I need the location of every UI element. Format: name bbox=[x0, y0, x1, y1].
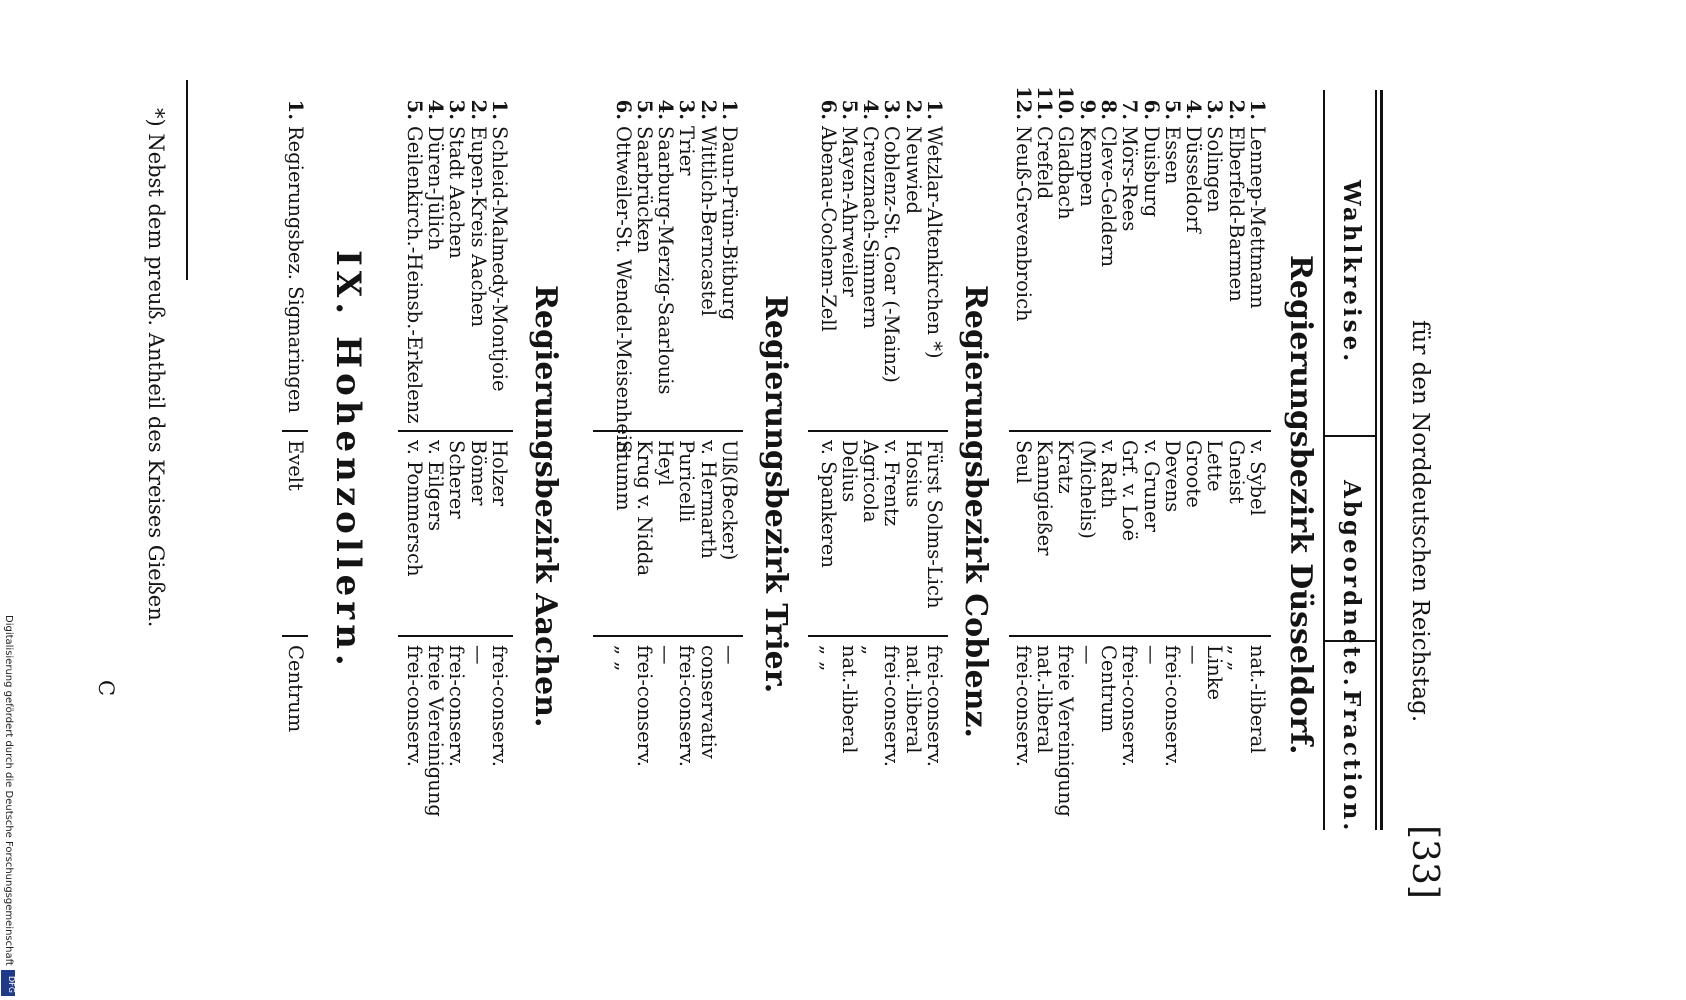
dfg-logo-text: DFG bbox=[7, 976, 16, 993]
column-divider bbox=[1009, 635, 1271, 637]
table-cell: v. Hermarth bbox=[696, 440, 720, 559]
table-cell: Centrum bbox=[284, 645, 307, 733]
table-row: 7.Mörs-Rees bbox=[1118, 99, 1142, 232]
table-row: 11.Crefeld bbox=[1033, 86, 1057, 200]
table-row: 5.Saarbrücken bbox=[632, 99, 656, 254]
column-header-abgeordnete: Abgeordnete. bbox=[1338, 480, 1365, 689]
table-row: 5.Geilenkirch.-Heinsb.-Erkelenz bbox=[402, 99, 426, 424]
table-top-rule-2 bbox=[1375, 90, 1377, 830]
table-cell: Agricola bbox=[859, 440, 883, 523]
document-page bbox=[3, 0, 1553, 1000]
table-cell: freie Vereinigung bbox=[424, 645, 448, 817]
column-header-fraction: Fraction. bbox=[1338, 690, 1365, 834]
table-cell: frei-conserv. bbox=[1160, 645, 1184, 767]
table-cell: v. Sybel bbox=[1246, 440, 1269, 516]
table-row: 1.Schleid-Malmedy-Montjoie bbox=[488, 99, 511, 392]
table-cell: frei-conserv. bbox=[1011, 645, 1035, 767]
fraction-list-trier bbox=[612, 645, 740, 835]
table-cell: Holzer bbox=[488, 440, 511, 507]
fraction-list-hohenzollern bbox=[285, 645, 306, 835]
section-title-hohenzollern: IX. Hohenzollern. bbox=[328, 250, 368, 671]
table-cell: Scherer bbox=[445, 440, 469, 519]
table-cell: „ bbox=[859, 645, 883, 656]
column-divider bbox=[808, 430, 948, 432]
table-cell: frei-conserv. bbox=[632, 645, 656, 767]
signature-mark: C bbox=[94, 680, 118, 697]
table-row: 9.Kempen bbox=[1075, 99, 1099, 207]
table-cell: freie Vereinigung bbox=[1054, 645, 1078, 817]
section-title-trier: Regierungsbezirk Trier. bbox=[758, 295, 793, 694]
table-row: 5.Essen bbox=[1160, 99, 1184, 185]
table-row: 1.Regierungsbez. Sigmaringen bbox=[284, 99, 307, 413]
table-cell: — bbox=[466, 645, 490, 665]
section-title-duesseldorf: Regierungsbezirk Düsseldorf. bbox=[1283, 255, 1318, 755]
table-cell: Grf. v. Loë bbox=[1118, 440, 1142, 542]
section-title-aachen: Regierungsbezirk Aachen. bbox=[528, 285, 563, 728]
table-row: 2.Neuwied bbox=[901, 99, 925, 215]
fraction-list-duesseldorf bbox=[1012, 645, 1268, 835]
deputy-list-aachen bbox=[404, 440, 510, 630]
table-row: 10.Gladbach bbox=[1054, 86, 1078, 220]
table-cell: Lette bbox=[1203, 440, 1227, 492]
table-row: 6.Duisburg bbox=[1139, 99, 1163, 218]
table-cell: Linke bbox=[1203, 645, 1227, 701]
district-list-aachen bbox=[404, 86, 510, 426]
table-cell: Seul bbox=[1011, 440, 1035, 484]
table-row: 3.Solingen bbox=[1203, 99, 1227, 213]
table-cell: „ „ bbox=[611, 645, 635, 672]
digitization-note bbox=[2, 615, 16, 995]
column-divider bbox=[398, 635, 513, 637]
table-cell: — bbox=[654, 645, 678, 665]
table-cell: frei-conserv. bbox=[1118, 645, 1142, 767]
page-header: für den Norddeutschen Reichstag. bbox=[1407, 320, 1433, 723]
table-cell: frei-conserv. bbox=[880, 645, 904, 767]
digitization-note-text: Digitalisierung gefördert durch die Deutsche Forschungsgemeinschaft bbox=[3, 615, 14, 966]
column-divider bbox=[593, 635, 743, 637]
column-divider bbox=[1009, 430, 1271, 432]
table-cell: conservativ bbox=[696, 645, 720, 759]
table-cell: Gneist bbox=[1224, 440, 1248, 504]
table-row: 8.Cleve-Geldern bbox=[1096, 99, 1120, 268]
table-cell: Centrum bbox=[1096, 645, 1120, 733]
table-row: 12.Neuß-Grevenbroich bbox=[1011, 86, 1035, 322]
fraction-list-aachen bbox=[404, 645, 510, 835]
deputy-list-trier bbox=[612, 440, 740, 630]
table-cell: Evelt bbox=[284, 440, 307, 491]
table-cell: nat.-liberal bbox=[1246, 645, 1269, 754]
table-cell: Stumm bbox=[611, 440, 635, 511]
column-divider bbox=[282, 635, 308, 637]
table-row: 2.Wittlich-Berncastel bbox=[696, 99, 720, 317]
table-cell: — bbox=[1182, 645, 1206, 665]
table-row: 3.Stadt Aachen bbox=[445, 99, 469, 259]
table-cell: Groote bbox=[1182, 440, 1206, 508]
table-row: 4.Saarburg-Merzig-Saarlouis bbox=[654, 99, 678, 395]
column-header-rule bbox=[1323, 90, 1325, 830]
table-row: 3.Trier bbox=[675, 99, 699, 176]
table-row: 3.Coblenz-St. Goar (-Mainz) bbox=[880, 99, 904, 383]
dfg-logo bbox=[1, 970, 15, 996]
table-row: 1.Daun-Prüm-Bitburg bbox=[718, 99, 741, 321]
table-cell: — bbox=[1075, 645, 1099, 665]
table-cell: Kratz bbox=[1054, 440, 1078, 494]
table-cell: frei-conserv. bbox=[923, 645, 946, 767]
table-row: 6.Ottweiler-St. Wendel-Meisenheim bbox=[611, 99, 635, 460]
footnote: *) Nebst dem preuß. Antheil des Kreises Gießen. bbox=[144, 108, 168, 628]
table-row: 4.Düren-Jülich bbox=[424, 99, 448, 251]
column-divider bbox=[808, 635, 948, 637]
table-cell: Ulß(Becker) bbox=[718, 440, 741, 561]
table-cell: „ „ bbox=[1224, 645, 1248, 672]
table-cell: Bömer bbox=[466, 440, 490, 506]
deputy-list-hohenzollern bbox=[285, 440, 306, 630]
district-list-trier bbox=[611, 86, 741, 460]
table-cell: Krug v. Nidda bbox=[632, 440, 656, 577]
table-cell: frei-conserv. bbox=[445, 645, 469, 767]
district-list-coblenz bbox=[817, 86, 945, 426]
table-cell: — bbox=[718, 645, 741, 665]
table-cell: Kanngießer bbox=[1033, 440, 1057, 556]
column-divider bbox=[1325, 435, 1377, 437]
section-title-coblenz: Regierungsbezirk Coblenz. bbox=[958, 285, 993, 738]
table-cell: frei-conserv. bbox=[675, 645, 699, 767]
page-number: [33] bbox=[1404, 825, 1445, 899]
table-top-rule bbox=[1380, 90, 1383, 830]
table-row: 5.Mayen-Ahrweiler bbox=[837, 99, 861, 297]
table-cell: v. Rath bbox=[1096, 440, 1120, 509]
table-cell: nat.-liberal bbox=[837, 645, 861, 754]
table-cell: v. Pommersch bbox=[402, 440, 426, 577]
table-row: 1.Lennep-Mettmann bbox=[1246, 99, 1269, 309]
table-row: 6.Abenau-Cochem-Zell bbox=[816, 99, 840, 332]
deputy-list-duesseldorf bbox=[1012, 440, 1268, 630]
footnote-rule bbox=[186, 80, 188, 280]
table-cell: Delius bbox=[837, 440, 861, 503]
table-cell: Puricelli bbox=[675, 440, 699, 523]
deputy-list-coblenz bbox=[817, 440, 945, 630]
column-divider bbox=[398, 430, 513, 432]
table-row: 2.Elberfeld-Barmen bbox=[1224, 99, 1248, 302]
table-row: 1.Wetzlar-Altenkirchen *) bbox=[923, 99, 946, 359]
table-cell: nat.-liberal bbox=[901, 645, 925, 754]
table-cell: frei-conserv. bbox=[488, 645, 511, 767]
table-cell: — bbox=[1139, 645, 1163, 665]
table-row: 4.Creuznach-Simmern bbox=[859, 99, 883, 329]
column-divider bbox=[282, 430, 308, 432]
table-row: 2.Eupen-Kreis Aachen bbox=[466, 99, 490, 328]
table-cell: nat.-liberal bbox=[1033, 645, 1057, 754]
table-cell: Hosius bbox=[901, 440, 925, 508]
district-list-duesseldorf bbox=[1012, 86, 1268, 426]
table-cell: v. Frentz bbox=[880, 440, 904, 527]
table-cell: v. Eilgers bbox=[424, 440, 448, 532]
table-cell: Devens bbox=[1160, 440, 1184, 513]
table-cell: Heyl bbox=[654, 440, 678, 486]
table-cell: (Michelis) bbox=[1075, 440, 1099, 539]
table-cell: v. Gruner bbox=[1139, 440, 1163, 532]
column-header-wahlkreise: Wahlkreise. bbox=[1338, 180, 1365, 365]
table-row: 4.Düsseldorf bbox=[1182, 99, 1206, 233]
fraction-list-coblenz bbox=[817, 645, 945, 835]
table-cell: Fürst Solms-Lich bbox=[923, 440, 946, 609]
table-cell: „ „ bbox=[816, 645, 840, 672]
table-cell: frei-conserv. bbox=[402, 645, 426, 767]
table-cell: v. Spankeren bbox=[816, 440, 840, 568]
district-list-hohenzollern bbox=[285, 86, 306, 426]
